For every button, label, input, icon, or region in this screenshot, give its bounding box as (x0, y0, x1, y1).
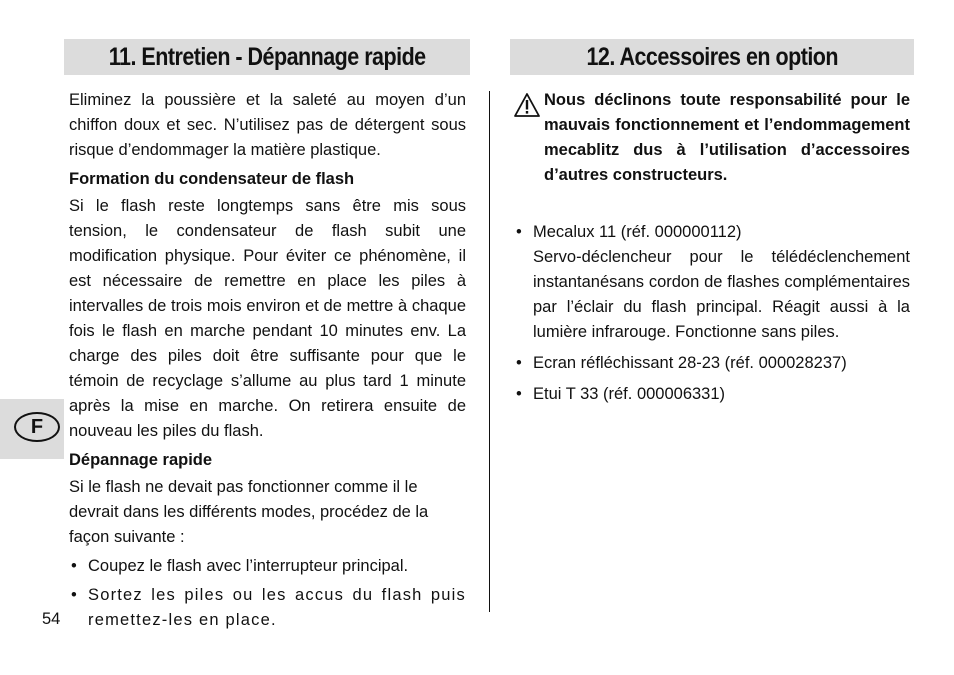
accessory-description: Servo-déclencheur pour le télédéclenchement instantanésans cordon de flashes complémentaires par l’éclair du flash principal. Réagit aussi à la lumière infrarouge. Fonctionne sans piles. (533, 248, 910, 341)
list-item (514, 382, 910, 407)
accessory-title: Etui T 33 (réf. 000006331) (533, 385, 726, 403)
section-12-title: 12. Accessoires en option (586, 42, 838, 71)
troubleshooting-paragraph: Si le flash ne devait pas fonctionner comme il le devrait dans les différents modes, procédez de la façon suivante : (69, 478, 429, 546)
bullet-dot: • (516, 354, 522, 372)
accessories-column (514, 88, 910, 413)
bullet-dot: • (516, 385, 522, 403)
bullet-dot: • (71, 557, 77, 575)
intro-paragraph: Eliminez la poussière et la saleté au moyen d’un chiffon doux et sec. N’utilisez pas de détergent sous risque d’endommager la matière plastique. (69, 91, 466, 159)
list-item (69, 554, 466, 579)
list-item-text: Coupez le flash avec l’interrupteur principal. (88, 557, 409, 575)
accessory-title: Ecran réfléchissant 28-23 (réf. 000028237) (533, 354, 847, 372)
column-divider (489, 91, 490, 612)
warning-notice (514, 88, 910, 188)
page-number: 54 (42, 610, 61, 628)
troubleshooting-subheading: Dépannage rapide (69, 451, 213, 469)
bullet-dot: • (71, 586, 78, 604)
accessory-title: Mecalux 11 (réf. 000000112) (533, 223, 742, 241)
section-12-heading (510, 39, 914, 75)
section-11-title: 11. Entretien - Dépannage rapide (108, 42, 426, 71)
accessory-list (514, 220, 910, 407)
maintenance-column (69, 88, 466, 633)
bullet-dot: • (516, 223, 522, 241)
list-item (69, 583, 466, 633)
capacitor-subheading: Formation du condensateur de flash (69, 170, 355, 188)
list-item (514, 220, 910, 345)
language-label: F (14, 412, 60, 442)
warning-text: Nous déclinons toute responsabilité pour le mauvais fonctionnement et l’endommagement mecablitz dus à l’utilisation d’accessoires d’autres constructeurs. (544, 91, 910, 184)
capacitor-paragraph: Si le flash reste longtemps sans être mis sous tension, le condensateur de flash subit une modification physique. Pour éviter ce phénomène, il est nécessaire de remettre en place les piles à intervalles de trois mois environ et de mettre à chaque fois le flash en marche pendant 10 minutes env. La charge des piles doit être suffisante pour que le témoin de recyclage s’allume au plus tard 1 minute après la mise en marche. On retirera ensuite de nouveau les piles du flash. (69, 197, 466, 440)
language-tab (0, 399, 64, 459)
warning-triangle-icon (514, 88, 544, 188)
list-item (514, 351, 910, 376)
section-11-heading (64, 39, 470, 75)
list-item-text: Sortez les piles ou les accus du flash puis remettez-les en place. (88, 586, 466, 629)
